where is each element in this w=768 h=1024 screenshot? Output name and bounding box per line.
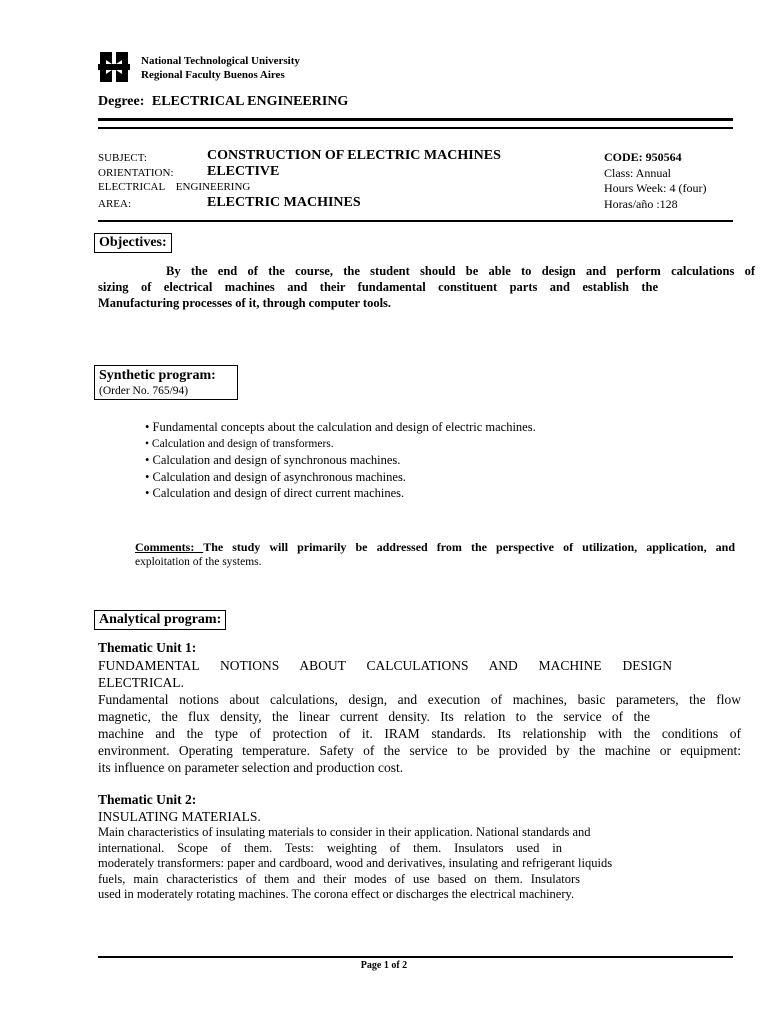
hours-week: Hours Week: 4 (four) [604, 181, 707, 195]
unit-1-line-4: environment. Operating temperature. Safety of the service to be provided by the machine or equipment: [98, 743, 741, 758]
objectives-heading: Objectives: [94, 233, 172, 253]
list-item: • Calculation and design of asynchronous machines. [145, 469, 536, 486]
degree-value: ELECTRICAL ENGINEERING [151, 94, 349, 109]
objectives-text [98, 263, 755, 311]
info-rule [98, 220, 733, 222]
course-code: CODE: 950564 [604, 150, 682, 164]
comments-line-2: exploitation of the systems. [135, 556, 262, 568]
faculty-name: Regional Faculty Buenos Aires [141, 69, 285, 81]
unit-1-title: Thematic Unit 1: [98, 640, 197, 655]
university-logo-icon [98, 52, 130, 82]
course-class: Class: Annual [604, 166, 672, 180]
page-number: Page 1 of 2 [360, 960, 408, 971]
unit-2-body [98, 825, 702, 903]
unit-2-line-5: used in moderately rotating machines. The corona effect or discharges the electrical machinery. [98, 887, 575, 901]
synthetic-heading-box [94, 365, 238, 400]
orientation-extra: ELECTRICAL ENGINEERING [98, 181, 251, 193]
unit-1-body [98, 691, 741, 776]
list-item: • Calculation and design of direct current machines. [145, 485, 536, 502]
comments-block [135, 540, 735, 570]
objectives-line-1: By the end of the course, the student should be able to design and perform calculations of [166, 264, 755, 278]
degree-line [98, 94, 348, 110]
orientation-value: ELECTIVE [207, 164, 280, 179]
header-rule-thick [98, 118, 733, 121]
list-item: • Calculation and design of transformers. [145, 436, 536, 453]
unit-1-line-2: magnetic, the flux density, the linear current density. Its relation to the service of the [98, 709, 650, 724]
list-item: • Calculation and design of synchronous machines. [145, 452, 536, 469]
subject-label: SUBJECT: [98, 152, 147, 164]
hours-year: Horas/año :128 [604, 197, 678, 211]
unit-1-heading [98, 657, 672, 691]
synthetic-heading: Synthetic program: [99, 368, 216, 383]
unit-2-heading: INSULATING MATERIALS. [98, 809, 261, 824]
unit-2-line-4: fuels, main characteristics of them and their modes of use based on them. Insulators [98, 871, 580, 886]
footer-rule [98, 956, 733, 958]
unit-2-line-3: moderately transformers: paper and cardboard, wood and derivatives, insulating and refrigerant liquids [98, 856, 613, 870]
synthetic-order: (Order No. 765/94) [99, 385, 189, 397]
unit-1-line-1: Fundamental notions about calculations, design, and execution of machines, basic parameters, the flow [98, 692, 741, 707]
objectives-line-2: sizing of electrical machines and their fundamental constituent parts and establish the [98, 280, 658, 294]
subject-value: CONSTRUCTION OF ELECTRIC MACHINES [207, 148, 501, 163]
analytical-heading: Analytical program: [94, 610, 226, 630]
header-rule-thin [98, 127, 733, 129]
synthetic-list [145, 419, 536, 502]
objectives-line-3: Manufacturing processes of it, through computer tools. [98, 296, 392, 310]
unit-2-title: Thematic Unit 2: [98, 792, 197, 807]
unit-1-heading-line-1: FUNDAMENTAL NOTIONS ABOUT CALCULATIONS AND MACHINE DESIGN [98, 658, 672, 673]
list-item: • Fundamental concepts about the calculation and design of electric machines. [145, 419, 536, 436]
comments-label: Comments: [135, 540, 204, 554]
unit-2-line-1: Main characteristics of insulating materials to consider in their application. National standards and [98, 825, 591, 839]
area-label: AREA: [98, 198, 131, 210]
comments-line-1: The study will primarily be addressed from the perspective of utilization, application, and [203, 540, 735, 554]
unit-1-line-5: its influence on parameter selection and production cost. [98, 760, 404, 775]
unit-1-line-3: machine and the type of protection of it. IRAM standards. Its relationship with the conditions of [98, 726, 741, 741]
orientation-label: ORIENTATION: [98, 167, 174, 179]
unit-1-heading-line-2: ELECTRICAL. [98, 675, 184, 690]
university-name: National Technological University [141, 55, 300, 67]
unit-2-line-2: international. Scope of them. Tests: weighting of them. Insulators used in [98, 840, 562, 855]
degree-label: Degree: [98, 94, 145, 109]
area-value: ELECTRIC MACHINES [207, 195, 361, 210]
